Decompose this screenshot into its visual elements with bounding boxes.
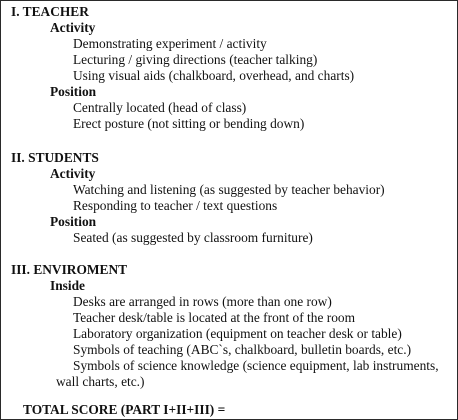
item-text: Erect posture (not sitting or bending down): [73, 116, 305, 131]
item-text: Watching and listening (as suggested by teacher behavior): [73, 182, 385, 197]
item-text: Demonstrating experiment / activity: [73, 36, 267, 51]
group-label-teacher-position: Position: [50, 84, 97, 99]
group-label-students-activity: Activity: [50, 166, 96, 181]
group-label-students-position: Position: [50, 214, 97, 229]
total-score-line: TOTAL SCORE (PART I+II+III) =: [23, 402, 226, 417]
section-heading-environment: III. ENVIROMENT: [11, 262, 128, 277]
item-text: wall charts, etc.): [56, 374, 145, 389]
item-text: Symbols of science knowledge (science equipment, lab instruments,: [73, 358, 439, 373]
section-heading-teacher: I. TEACHER: [11, 4, 89, 19]
item-text: Using visual aids (chalkboard, overhead, and charts): [73, 68, 355, 83]
group-label-teacher-activity: Activity: [50, 20, 96, 35]
item-text: Symbols of teaching (ABC`s, chalkboard, bulletin boards, etc.): [73, 342, 412, 357]
section-heading-students: II. STUDENTS: [11, 150, 99, 165]
item-text: Seated (as suggested by classroom furniture): [73, 230, 313, 245]
group-label-environment-inside: Inside: [50, 278, 85, 293]
item-text: Responding to teacher / text questions: [73, 198, 278, 213]
item-text: Laboratory organization (equipment on teacher desk or table): [73, 326, 402, 341]
item-text: Desks are arranged in rows (more than one row): [73, 294, 332, 309]
item-text: Teacher desk/table is located at the front of the room: [73, 310, 356, 325]
item-text: Centrally located (head of class): [73, 100, 247, 115]
item-text: Lecturing / giving directions (teacher talking): [73, 52, 318, 67]
